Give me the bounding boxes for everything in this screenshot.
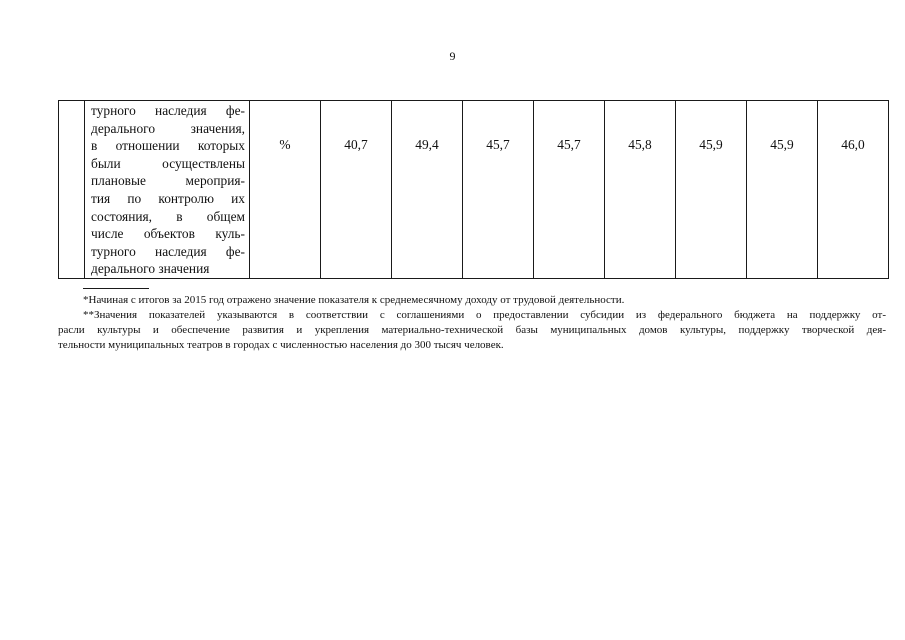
value-cell: 45,7 bbox=[463, 101, 534, 279]
footnotes bbox=[58, 293, 886, 353]
row-number-cell bbox=[59, 101, 85, 279]
footnote-2-line: **Значения показателей указываются в соответствии с соглашениями о предоставлении субсидии из федерального бюджета на поддержку от- bbox=[83, 309, 886, 321]
unit-cell: % bbox=[250, 101, 321, 279]
value-cell: 49,4 bbox=[392, 101, 463, 279]
value-cell: 45,9 bbox=[676, 101, 747, 279]
value-cell: 45,9 bbox=[747, 101, 818, 279]
footnote-2-line: тельности муниципальных театров в городах с численностью населения до 300 тысяч человек. bbox=[58, 339, 504, 351]
indicator-name-cell bbox=[85, 101, 250, 279]
indicator-name-line: турного наследия фе- bbox=[91, 243, 245, 259]
indicator-name-line: дерального значения, bbox=[91, 120, 245, 136]
indicator-name-line: тия по контролю их bbox=[91, 190, 245, 206]
indicators-table bbox=[58, 100, 889, 279]
footnote-separator bbox=[83, 288, 149, 289]
indicator-name-line: плановые мероприя- bbox=[91, 173, 245, 189]
indicator-name-line: дерального значения bbox=[91, 261, 210, 277]
footnote-2-line: расли культуры и обеспечение развития и укрепления материально-технической базы муниципальных домов культуры, поддержку творческой дея- bbox=[58, 324, 886, 336]
value-cell: 45,8 bbox=[605, 101, 676, 279]
table-row bbox=[59, 101, 889, 279]
indicator-name-line: числе объектов куль- bbox=[91, 226, 245, 242]
value-cell: 45,7 bbox=[534, 101, 605, 279]
value-cell: 46,0 bbox=[818, 101, 889, 279]
footnote-1: *Начиная с итогов за 2015 год отражено значение показателя к среднемесячному доходу от трудовой деятельности. bbox=[83, 294, 625, 306]
indicator-name-line: в отношении которых bbox=[91, 138, 245, 154]
indicator-name-line: были осуществлены bbox=[91, 155, 245, 171]
page-number: 9 bbox=[449, 49, 456, 63]
indicator-name-line: турного наследия фе- bbox=[91, 103, 245, 118]
indicator-name-line: состояния, в общем bbox=[91, 208, 245, 224]
value-cell: 40,7 bbox=[321, 101, 392, 279]
